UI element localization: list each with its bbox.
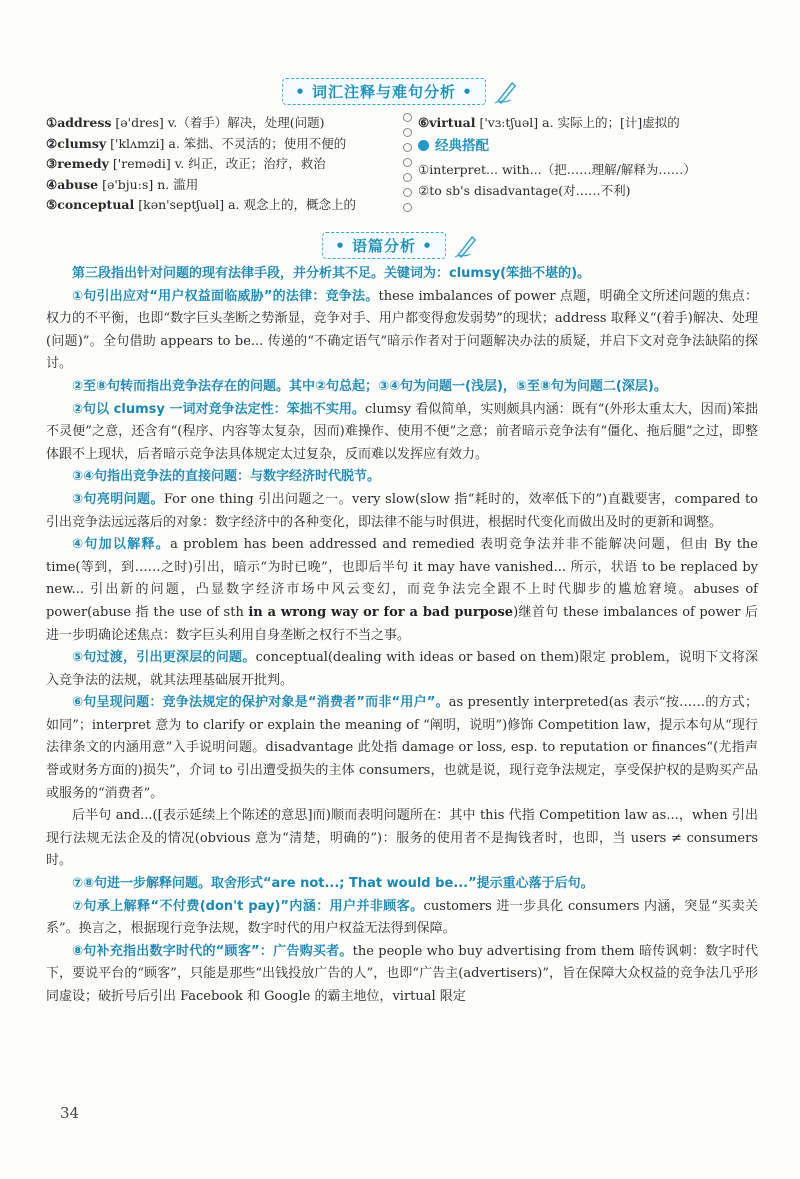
summary-paragraph: ⑦⑧句进一步解释问题。取舍形式“are not...; That would be...”提示重心落于后句。 bbox=[72, 876, 594, 892]
collocation-item: ②to sb's disadvantage(对……不利) bbox=[418, 182, 631, 198]
vocab-section-header bbox=[282, 78, 518, 105]
vocab-item: ⑥virtual ['vɜːtʃuəl] a. 实际上的；[计]虚拟的 bbox=[418, 115, 680, 130]
vocab-item: ③remedy ['remədi] v. 纠正，改正；治疗，救治 bbox=[46, 156, 326, 171]
summary-paragraph: 第三段指出针对问题的现有法律手段，并分析其不足。关键词为：clumsy(笨拙不堪的)。 bbox=[72, 266, 591, 281]
analysis-paragraph: ⑤句过渡，引出更深层的问题。conceptual(dealing with ideas or based on them)限定 problem，说明下文将深入竞争法的法规，就其法理基础展开批判。 bbox=[46, 650, 758, 688]
vocab-right-column bbox=[418, 113, 758, 201]
analysis-paragraph: ⑥句呈现问题：竞争法规定的保护对象是“消费者”而非“用户”。as presently interpreted(as 表示“按……的方式；如同”；interpret 意为 to clarify or explain the meaning of “阐明，说明”)修饰 Competition law，提示本句从“现行法律条文的内涵用意”入手说明问题。disadvantage 此处指 damage or loss, esp. to reputation or finances“(尤指声誉或财务方面的)损失”，介词 to 引出遭受损失的主体 consumers，也就是说，现行竞争法规定，享受保护权的是购买产品或服务的“消费者”。 bbox=[46, 695, 758, 801]
analysis-body bbox=[46, 263, 758, 1009]
vocab-section-title: • 词汇注释与难句分析 • bbox=[282, 78, 486, 105]
analysis-paragraph: ③句亮明问题。For one thing 引出问题之一。very slow(slow 指“耗时的，效率低下的”)直戳要害，compared to 引出竞争法远远落后的对象：数字经济中的各种变化，即法律不能与时俱进，根据时代变化而做出及时的更新和调整。 bbox=[46, 491, 758, 530]
vocab-item: ④abuse [ə'bjuːs] n. 滥用 bbox=[46, 176, 199, 192]
collocation-header bbox=[418, 136, 758, 157]
pen-icon bbox=[492, 79, 518, 105]
vocab-item: ①address [ə'dres] v.（着手）解决，处理(问题) bbox=[46, 115, 325, 130]
analysis-paragraph: ⑦句承上解释“不付费(don't pay)”内涵：用户并非顾客。customers 进一步具化 consumers 内涵，突显“买卖关系”。换言之，根据现行竞争法规，数字时代的用户权益无法得到保障。 bbox=[46, 898, 758, 937]
vocab-list bbox=[46, 113, 406, 216]
collocation-item: ①interpret... with...（把……理解/解释为……） bbox=[418, 162, 696, 177]
analysis-section-header bbox=[322, 232, 478, 259]
summary-paragraph: ②至⑧句转而指出竞争法存在的问题。其中②句总起；③④句为问题一(浅层)，⑤至⑧句为问题二(深层)。 bbox=[72, 378, 667, 394]
analysis-paragraph: ④句加以解释。a problem has been addressed and remedied 表明竞争法并非不能解决问题，但由 By the time(等到，到……之时)引出，暗示“为时已晚”，也即后半句 it may have vanished... 所示，状语 to be replaced by new... 引出新的问题，凸显数字经济市场中风云变幻，而竞争法完全跟不上时代脚步的尴尬窘境。abuses of power(abuse 指 the use of sth in a wrong way or for a bad purpose)继首句 these imbalances of power 后进一步明确论述焦点：数字巨头利用自身垄断之权行不当之事。 bbox=[46, 537, 759, 643]
analysis-paragraph: ②句以 clumsy 一词对竞争法定性：笨拙不实用。clumsy 看似简单，实则颇具内涵：既有“(外形太重太大，因而)笨拙不灵便”之意，还含有“(程序、内容等太复杂，因而)难操作、使用不便”之意；前者暗示竞争法有“僵化、拖后腿”之过，即整体跟不上现状，后者暗示竞争法具体规定太过复杂，反而难以发挥应有效力。 bbox=[46, 401, 758, 462]
binding-rings bbox=[400, 113, 414, 213]
analysis-paragraph: ①句引出应对“用户权益面临威胁”的法律：竞争法。these imbalances of power 点题，明确全文所述问题的焦点：权力的不平衡，也即“数字巨头垄断之势渐显，竞争对手、用户都变得愈发弱势”的现状；address 取释义“(着手)解决、处理(问题)”。全句借助 appears to be... 传递的“不确定语气”暗示作者对于问题解决办法的质疑，并启下文对竞争法缺陷的探讨。 bbox=[46, 288, 758, 372]
pen-icon bbox=[452, 233, 478, 259]
analysis-paragraph: 后半句 and...([表示延续上个陈述的意思]而)顺而表明问题所在：其中 this 代指 Competition law as...，when 引出现行法规无法企及的情况(obvious 意为“清楚，明确的”)：服务的使用者不是掏钱者时，也即，当 users ≠ consumers 时。 bbox=[46, 808, 758, 869]
vocab-item: ②clumsy ['klʌmzi] a. 笨拙、不灵活的；使用不便的 bbox=[46, 135, 347, 151]
collocation-title: 经典搭配 bbox=[435, 137, 489, 154]
vocab-item: ⑤conceptual [kən'septʃuəl] a. 观念上的，概念上的 bbox=[46, 197, 357, 212]
analysis-paragraph: ⑧句补充指出数字时代的“顾客”：广告购买者。the people who buy advertising from them 暗传讽刺：数字时代下，要说平台的“顾客”，只能是那些“出钱投放广告的人”，也即“广告主(advertisers)”，旨在保障大众权益的竞争法几乎形同虚设；破折号后引出 Facebook 和 Google 的霸主地位，virtual 限定 bbox=[46, 943, 758, 1004]
page-number: 34 bbox=[60, 1104, 80, 1122]
bullet-icon bbox=[418, 140, 429, 151]
analysis-paragraph: ③④句指出竞争法的直接问题：与数字经济时代脱节。 bbox=[72, 469, 381, 485]
analysis-section-title: • 语篇分析 • bbox=[322, 232, 446, 259]
